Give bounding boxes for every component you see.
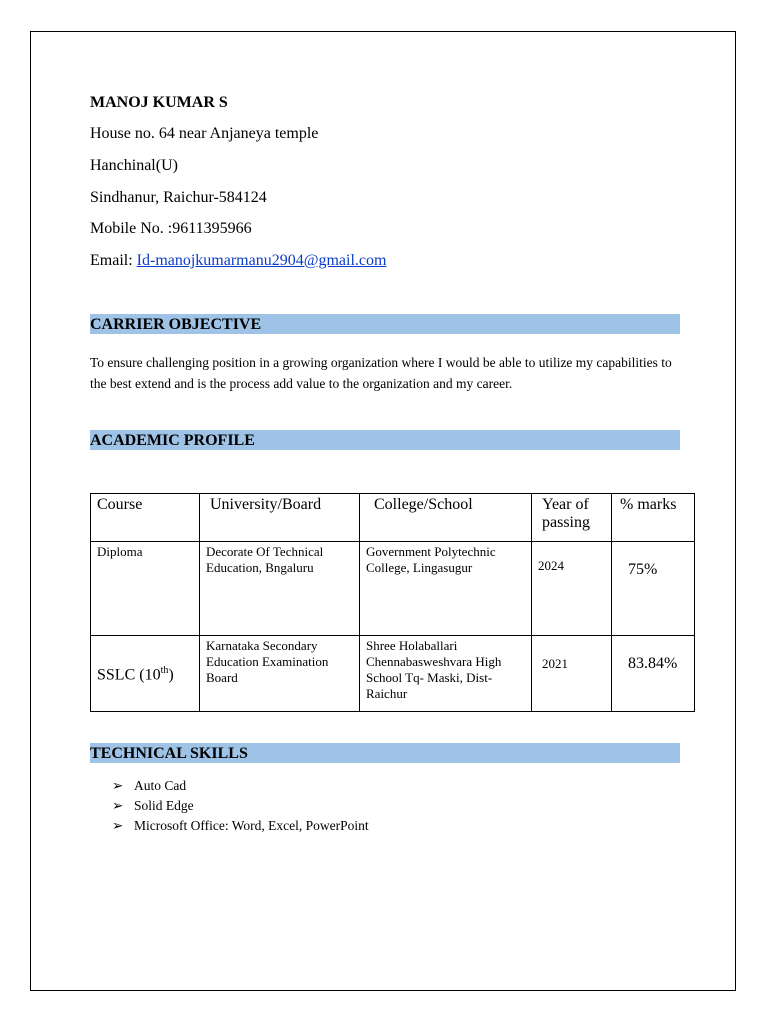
marks-cell: 83.84% — [612, 636, 695, 712]
board-cell: Decorate Of Technical Education, Bngaluru — [200, 542, 360, 636]
academic-table — [90, 493, 695, 712]
course-superscript: th — [160, 665, 169, 677]
skill-label: Auto Cad — [134, 778, 187, 793]
header-board: University/Board — [200, 494, 360, 542]
course-text: SSLC (10 — [97, 666, 161, 684]
arrow-bullet-icon: ➢ — [112, 798, 124, 813]
header-college: College/School — [360, 494, 532, 542]
board-cell: Karnataka Secondary Education Examination Board — [200, 636, 360, 712]
academic-heading: ACADEMIC PROFILE — [90, 430, 680, 450]
email-link[interactable]: Id-manojkumarmanu2904@gmail.com — [136, 252, 387, 269]
mobile-number: Mobile No. :9611395966 — [90, 220, 252, 237]
college-cell: Government Polytechnic College, Lingasugur — [360, 542, 532, 636]
arrow-bullet-icon: ➢ — [112, 818, 124, 833]
email-line — [90, 252, 386, 270]
list-item — [112, 796, 369, 816]
course-text-end: ) — [168, 666, 174, 684]
objective-text: To ensure challenging position in a growing organization where I would be able to utilize my capabilities to the best extend and is the process add value to the organization and my career. — [90, 355, 672, 391]
skill-label: Microsoft Office: Word, Excel, PowerPoint — [134, 818, 369, 833]
year-cell: 2024 — [532, 542, 612, 636]
table-row — [91, 636, 695, 712]
skill-label: Solid Edge — [134, 798, 194, 813]
candidate-name: MANOJ KUMAR S — [90, 94, 228, 111]
address-line-2: Hanchinal(U) — [90, 157, 178, 174]
skills-heading: TECHNICAL SKILLS — [90, 743, 680, 763]
marks-cell: 75% — [612, 542, 695, 636]
header-marks: % marks — [612, 494, 695, 542]
course-cell — [91, 636, 200, 712]
header-year: Year of passing — [532, 494, 612, 542]
arrow-bullet-icon: ➢ — [112, 778, 124, 793]
address-line-1: House no. 64 near Anjaneya temple — [90, 125, 319, 142]
table-row — [91, 542, 695, 636]
objective-heading: CARRIER OBJECTIVE — [90, 314, 680, 334]
course-cell: Diploma — [91, 542, 200, 636]
address-line-3: Sindhanur, Raichur-584124 — [90, 189, 267, 206]
list-item — [112, 816, 369, 836]
table-header-row — [91, 494, 695, 542]
list-item — [112, 776, 369, 796]
header-course: Course — [91, 494, 200, 542]
email-label: Email: — [90, 252, 137, 269]
college-cell: Shree Holaballari Chennabasweshvara High School Tq- Maski, Dist- Raichur — [360, 636, 532, 712]
skills-list — [112, 776, 369, 836]
year-cell: 2021 — [532, 636, 612, 712]
